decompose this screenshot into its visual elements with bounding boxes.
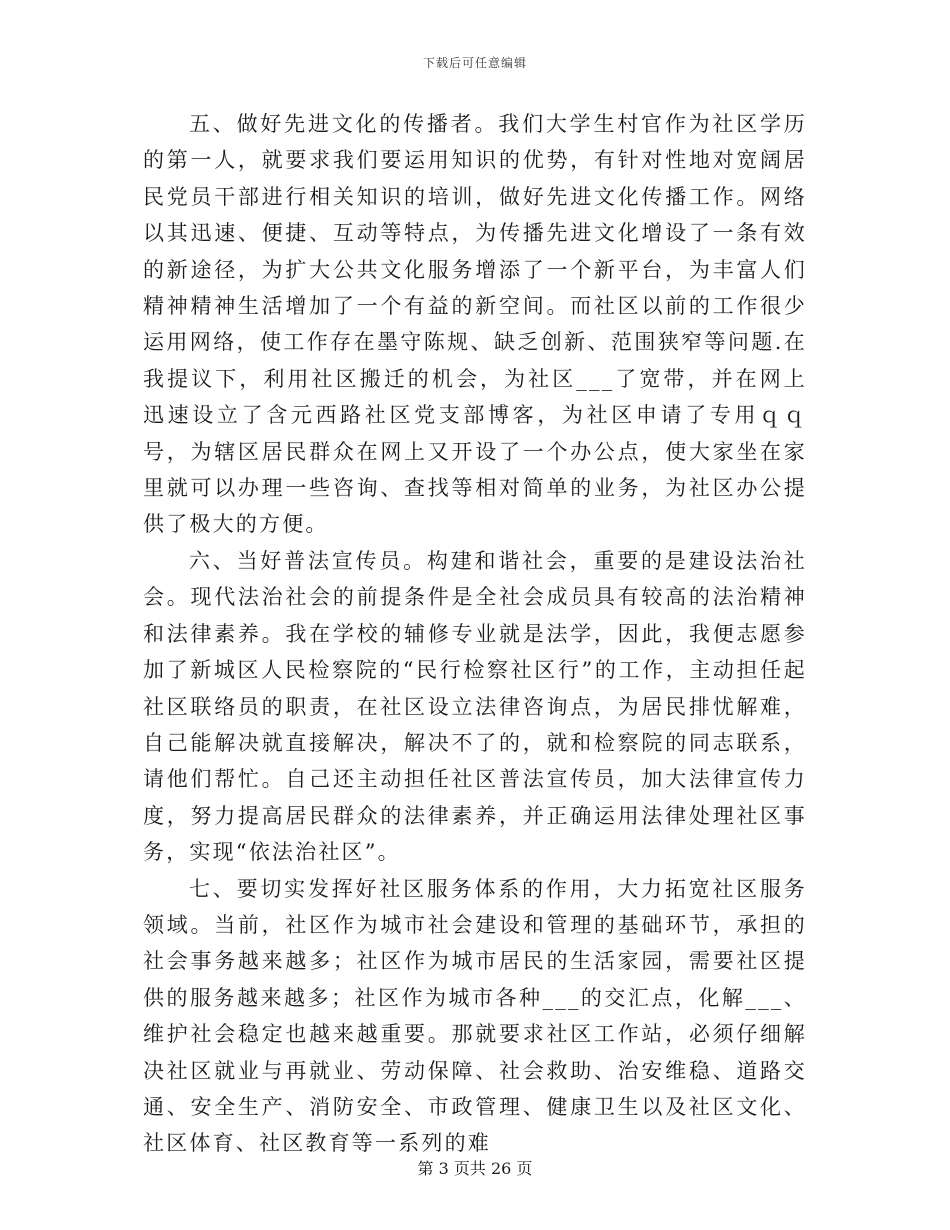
paragraph-5: 五、做好先进文化的传播者。我们大学生村官作为社区学历的第一人，就要求我们要运用知识的优势，有针对性地对宽阔居民党员干部进行相关知识的培训，做好先进文化传播工作。网络以其迅速、便捷、互动等特点，为传播先进文化增设了一条有效的新途径，为扩大公共文化服务增添了一个新平台，为丰富人们精神精神生活增加了一个有益的新空间。而社区以前的工作很少运用网络，使工作存在墨守陈规、缺乏创新、范围狭窄等问题.在我提议下，利用社区搬迁的机会，为社区___了宽带，并在网上迅速设立了含元西路社区党支部博客，为社区申请了专用ｑｑ号，为辖区居民群众在网上又开设了一个办公点，使大家坐在家里就可以办理一些咨询、查找等相对简单的业务，为社区办公提供了极大的方便。 (143, 112, 807, 537)
page-number-footer: 第 3 页共 26 页 (417, 1159, 533, 1178)
page-header-note: 下载后可任意编辑 (422, 56, 527, 70)
document-body (143, 106, 807, 1162)
paragraph-7: 七、要切实发挥好社区服务体系的作用，大力拓宽社区服务领域。当前，社区作为城市社会建设和管理的基础环节，承担的社会事务越来越多；社区作为城市居民的生活家园，需要社区提供的服务越来越多；社区作为城市各种___的交汇点，化解___、维护社会稳定也越来越重要。那就要求社区工作站，必须仔细解决社区就业与再就业、劳动保障、社会救助、治安维稳、道路交通、安全生产、消防安全、市政管理、健康卫生以及社区文化、社区体育、社区教育等一系列的难 (143, 876, 807, 1156)
paragraph-6: 六、当好普法宣传员。构建和谐社会，重要的是建设法治社会。现代法治社会的前提条件是全社会成员具有较高的法治精神和法律素养。我在学校的辅修专业就是法学，因此，我便志愿参加了新城区人民检察院的“民行检察社区行”的工作，主动担任起社区联络员的职责，在社区设立法律咨询点，为居民排忧解难，自己能解决就直接解决，解决不了的，就和检察院的同志联系，请他们帮忙。自己还主动担任社区普法宣传员，加大法律宣传力度，努力提高居民群众的法律素养，并正确运用法律处理社区事务，实现“依法治社区”。 (143, 548, 807, 865)
